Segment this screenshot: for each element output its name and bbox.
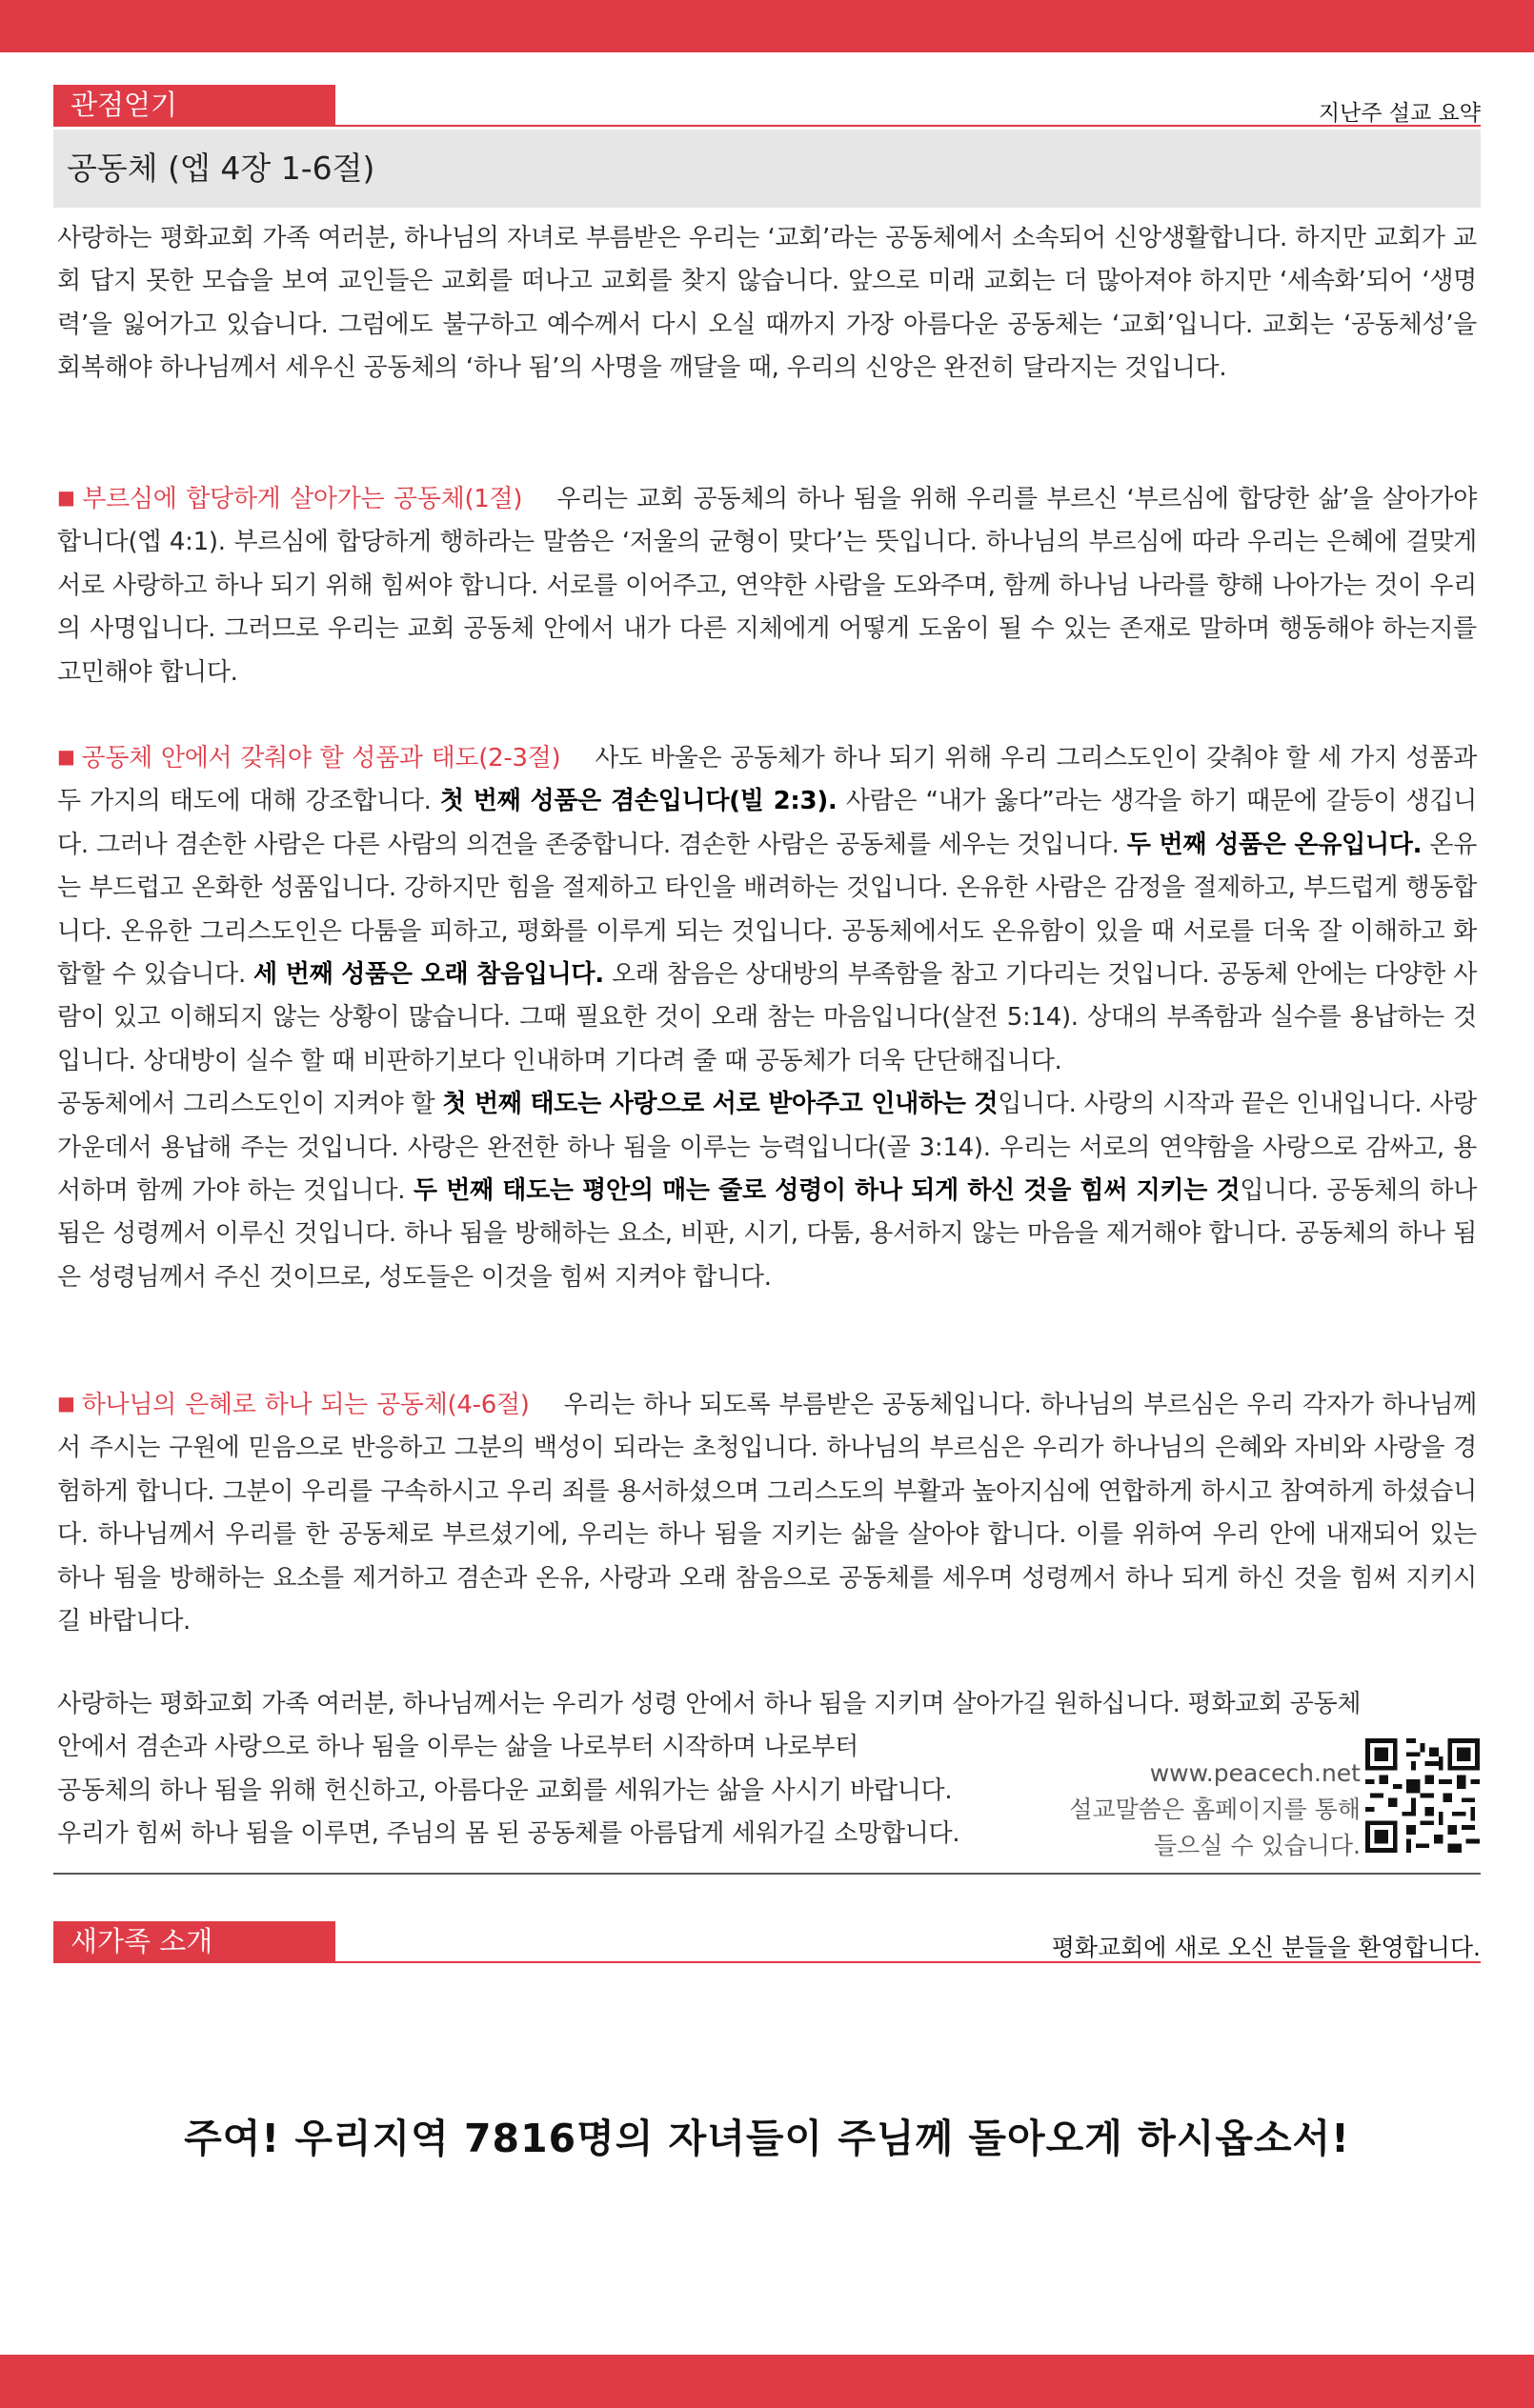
point-2-text: 입니다. 공동체의 하나 됨은 성령께서 이루신 것입니다. 하나 됨을 방해하는 요소, 비판, 시기, 다툼, 용서하지 않는 마음을 제거해야 합니다. 공동체의 하나 됨은 성령님께서 주신 것이므로, 성도들은 이것을 힘써 지켜야 합니다.: [57, 1176, 1477, 1292]
welcome-label: 평화교회에 새로 오신 분들을 환영합니다.: [1051, 1934, 1481, 1961]
attitude-unity: 두 번째 태도는 평안의 매는 줄로 성령이 하나 되게 하신 것을 힘써 지키는 것: [413, 1176, 1241, 1206]
virtue-patience: 세 번째 성품은 오래 참음입니다.: [253, 960, 604, 990]
closing-line: 사랑하는 평화교회 가족 여러분, 하나님께서는 우리가 성령 안에서 하나 됨을 지키며 살아가길 원하십니다. 평화교회 공동체: [57, 1690, 1362, 1718]
point-2-text: 공동체에서 그리스도인이 지켜야 할: [57, 1090, 443, 1119]
intro-text: 사랑하는 평화교회 가족 여러분, 하나님의 자녀로 부름받은 우리는 ‘교회’라는 공동체에서 소속되어 신앙생활합니다. 하지만 교회가 교회 답지 못한 모습을 보여 교인들은 교회를 떠나고 교회를 찾지 않습니다. 앞으로 미래 교회는 더 많아져야 하지만 ‘세속화’되어 ‘생명력’을 잃어가고 있습니다. 그럼에도 불구하고 예수께서 다시 오실 때까지 가장 아름다운 공동체는 ‘교회’입니다. 교회는 ‘공동체성’을 회복해야 하나님께서 세우신 공동체의 ‘하나 됨’의 사명을 깨달을 때, 우리의 신앙은 완전히 달라지는 것입니다.: [57, 224, 1477, 383]
point-2: [57, 735, 1477, 1299]
point-3-text: 우리는 하나 되도록 부름받은 공동체입니다. 하나님의 부르심은 우리 각자가 하나님께서 주시는 구원에 믿음으로 반응하고 그분의 백성이 되라는 초청입니다. 하나님의 부르심은 우리가 하나님의 은혜와 자비와 사랑을 경험하게 합니다. 그분이 우리를 구속하시고 우리 죄를 용서하셨으며 그리스도의 부활과 높아지심에 연합하게 하시고 참여하게 하셨습니다. 하나님께서 우리를 한 공동체로 부르셨기에, 우리는 하나 됨을 지키는 삶을 살아야 합니다. 이를 위하여 우리 안에 내재되어 있는 하나 됨을 방해하는 요소를 제거하고 겸손과 온유, 사랑과 오래 참음으로 공동체를 세우며 성령께서 하나 되게 하신 것을 힘써 지키시길 바랍니다.: [57, 1391, 1477, 1636]
sermon-title: 공동체 (엡 4장 1-6절): [53, 130, 1481, 208]
section-tag-perspective: 관점얻기: [53, 85, 335, 125]
website-note: 설교말씀은 홈페이지를 통해: [1069, 1796, 1361, 1823]
website-info: [1069, 1756, 1361, 1864]
attitude-love: 첫 번째 태도는 사랑으로 서로 받아주고 인내하는 것: [442, 1090, 999, 1119]
point-2-heading: ■ 공동체 안에서 갖춰야 할 성품과 태도(2-3절): [57, 744, 561, 773]
website-link[interactable]: www.peacech.net: [1149, 1759, 1361, 1787]
qr-code-icon[interactable]: [1365, 1738, 1480, 1853]
top-color-band: [0, 0, 1534, 52]
point-1-heading: ■ 부르심에 합당하게 살아가는 공동체(1절): [57, 485, 523, 513]
point-1: [57, 476, 1477, 694]
section-underline: [53, 125, 1481, 127]
point-2-text: 사람은 “내가 옳다”라는 생각을 하기 때문에 갈등이 생깁니다. 그러나 겸손한 사람은 다른 사람의 의견을 존중합니다. 겸손한 사람은 공동체를 세우는 것입니다.: [57, 787, 1478, 859]
point-1-text: 우리는 교회 공동체의 하나 됨을 위해 우리를 부르신 ‘부르심에 합당한 삶’을 살아가야 합니다(엡 4:1). 부르심에 합당하게 행하라는 말씀은 ‘저울의 균형이 맞다’는 뜻입니다. 하나님의 부르심에 따라 우리는 은혜에 걸맞게 서로 사랑하고 하나 되기 위해 힘써야 합니다. 서로를 이어주고, 연약한 사람을 도와주며, 함께 하나님 나라를 향해 나아가는 것이 우리의 사명입니다. 그러므로 우리는 교회 공동체 안에서 내가 다른 지체에게 어떻게 도움이 될 수 있는 존재로 말하며 행동해야 하는지를 고민해야 합니다.: [57, 485, 1477, 687]
point-2-text: 오래 참음은 상대방의 부족함을 참고 기다리는 것입니다. 공동체 안에는 다양한 사람이 있고 이해되지 않는 상황이 많습니다. 그때 필요한 것이 오래 참는 마음입니다(살전 5:14). 상대의 부족함과 실수를 용납하는 것입니다. 상대방이 실수 할 때 비판하기보다 인내하며 기다려 줄 때 공동체가 더욱 단단해집니다.: [57, 960, 1477, 1075]
intro-paragraph: [57, 217, 1477, 391]
website-note: 들으실 수 있습니다.: [1153, 1832, 1361, 1859]
closing-line: 안에서 겸손과 사랑으로 하나 됨을 이루는 삶을 나로부터 시작하며 나로부터: [57, 1733, 858, 1762]
point-2-text: 사도 바울은 공동체가 하나 되기 위해 우리 그리스도인이 갖춰야 할 세 가지 성품과 두 가지의 태도에 대해 강조합니다.: [57, 744, 1477, 816]
bullet-square-icon: ■: [57, 486, 77, 509]
virtue-gentleness: 두 번째 성품은 온유입니다.: [1126, 830, 1423, 859]
bullet-square-icon: ■: [57, 1392, 76, 1415]
content-divider: [53, 1873, 1481, 1875]
point-3-heading: ■ 하나님의 은혜로 하나 되는 공동체(4-6절): [57, 1391, 530, 1419]
sermon-summary-label: 지난주 설교 요약: [1318, 101, 1481, 126]
point-2-text: 온유는 부드럽고 온화한 성품입니다. 강하지만 힘을 절제하고 타인을 배려하는 것입니다. 온유한 사람은 감정을 절제하고, 부드럽게 행동합니다. 온유한 그리스도인은 다툼을 피하고, 평화를 이루게 되는 것입니다. 공동체에서도 온유함이 있을 때 서로를 더욱 잘 이해하고 화합할 수 있습니다.: [57, 830, 1478, 990]
prayer-slogan: 주여! 우리지역 7816명의 자녀들이 주님께 돌아오게 하시옵소서!: [184, 2116, 1350, 2161]
point-2-text: 입니다. 사랑의 시작과 끝은 인내입니다. 사랑 가운데서 용납해 주는 것입니다. 사랑은 완전한 하나 됨을 이루는 능력입니다(골 3:14). 우리는 서로의 연약함을 사랑으로 감싸고, 용서하며 함께 가야 하는 것입니다.: [57, 1090, 1477, 1206]
bottom-color-band: [0, 2355, 1534, 2408]
section-tag-new-family: 새가족 소개: [53, 1921, 335, 1961]
closing-line: 우리가 힘써 하나 됨을 이루면, 주님의 몸 된 공동체를 아름답게 세워가길 소망합니다.: [57, 1819, 960, 1849]
virtue-humility: 첫 번째 성품은 겸손입니다(빌 2:3).: [439, 787, 838, 816]
closing-line: 공동체의 하나 됨을 위해 헌신하고, 아름다운 교회를 세워가는 삶을 사시기 바랍니다.: [57, 1776, 953, 1805]
point-3: [57, 1382, 1477, 1643]
bullet-square-icon: ■: [57, 745, 76, 768]
